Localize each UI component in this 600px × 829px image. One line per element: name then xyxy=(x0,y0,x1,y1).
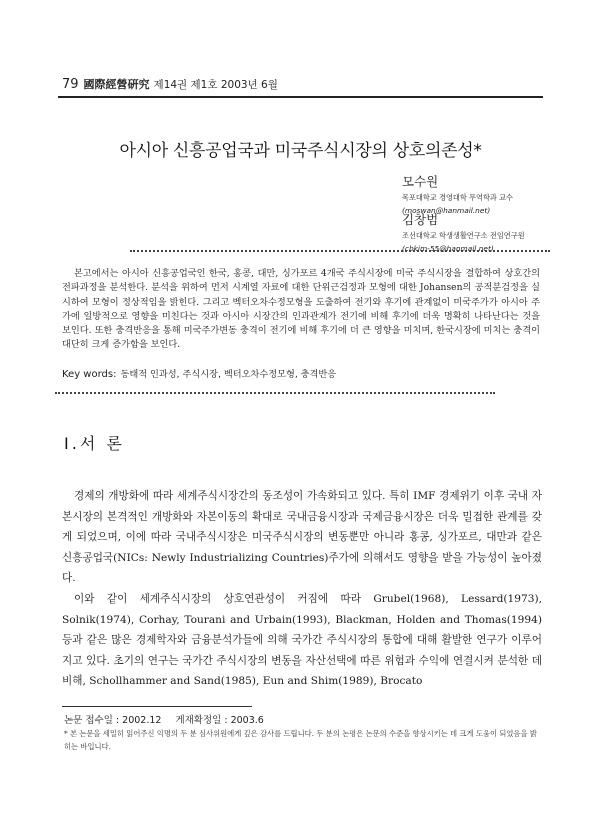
keywords-text: 동태적 인과성, 주식시장, 벡터오차수정모형, 충격반응 xyxy=(120,369,337,380)
received-date: 논문 접수일 : 2002.12 xyxy=(64,715,162,726)
footnote-acknowledgment: * 본 논문을 세밀히 읽어주신 익명의 두 분 심사위원에게 깊은 감사를 드립니다. 두 분의 논평은 논문의 수준을 향상시키는 데 크게 도움이 되었음을 밝히는 바입니다. xyxy=(64,729,537,751)
paper-title: 아시아 신흥공업국과 미국주식시장의 상호의존성* xyxy=(119,141,482,161)
header-rule xyxy=(58,96,543,98)
author-affiliation: 목포대학교 경영대학 무역학과 교수 xyxy=(402,193,514,202)
abstract-text: 본고에서는 아시아 신흥공업국인 한국, 홍콩, 대만, 싱가포르 4개국 주식시장에 미국 주식시장을 결합하여 상호간의 전파과정을 분석한다. 분석을 위하여 먼저 시계열 자료에 대한 단위근검정과 모형에 대한 Johansen의 공적분검정을 실시하여 모형이 정상적임을 밝힌다. 그리고 벡터오차수정모형을 도출하여 전기와 후기에 관계없이 미국주가가 아시아 주가에 일방적으로 영향을 미친다는 것과 아시아 시장간의 인과관계가 전기에 비해 후기에 더욱 명확히 나타난다는 것을 보인다. 또한 충격반응을 통해 미국주가변동 충격이 전기에 비해 후기에 더 큰 영향을 미치며, 한국시장에 미치는 충격이 대단히 크게 증가함을 보인다. xyxy=(62,268,540,351)
body-paragraph: 이와 같이 세계주식시장의 상호연관성이 커짐에 따라 Grubel(1968), Lessard(1973), Solnik(1974), Corhay, Tourani and Urbain(1993), Blackman, Holden and Thomas(1994) 등과 같은 많은 경제학자와 금융분석가들에 의해 국가간 주식시장의 통합에 대해 활발한 연구가 이루어지고 있다. 초기의 연구는 국가간 주식시장의 변동을 자산선택에 따른 위험과 수익에 연결시켜 분석한 데 비해, Schollhammer and Sand(1985), Eun and Shim(1989), Brocato xyxy=(62,592,542,688)
footnote-rule xyxy=(62,706,252,707)
journal-issue: 제14권 제1호 2003년 6월 xyxy=(153,79,278,91)
journal-name: 國際經營硏究 xyxy=(83,78,150,91)
author-name: 모수원 xyxy=(402,174,439,189)
section-heading xyxy=(64,431,125,454)
footnote-dates xyxy=(64,712,264,726)
body-paragraph: 경제의 개방화에 따라 세계주식시장간의 동조성이 가속화되고 있다. 특히 IMF 경제위기 이후 국내 자본시장의 본격적인 개방화와 자본이동의 확대로 국내금융시장과 국제금융시장은 더욱 밀접한 관계를 갖게 되었으며, 이에 따라 국내주식시장은 미국주식시장의 변동뿐만 아니라 홍콩, 싱가포르, 대만과 같은 신흥공업국(NICs: Newly Industrializing Countries)주가에 의해서도 영향을 받을 가능성이 높아졌다. xyxy=(62,490,542,585)
keywords xyxy=(62,366,540,380)
section-number: Ⅰ. xyxy=(64,434,80,453)
running-header xyxy=(62,76,278,92)
author-email: (cbkim-55@hanmail.net) xyxy=(402,244,494,253)
page-number: 79 xyxy=(62,77,79,92)
abstract xyxy=(62,267,540,353)
author-1 xyxy=(402,172,513,215)
section-title: 서 론 xyxy=(79,434,125,453)
abstract-divider-bottom xyxy=(55,392,495,394)
author-email: (moswan@hanmail.net) xyxy=(402,206,491,215)
keywords-label: Key words: xyxy=(62,369,117,380)
author-2 xyxy=(402,210,525,253)
abstract-divider-top xyxy=(130,250,550,252)
author-affiliation: 조선대학교 학생생활연구소 전임연구원 xyxy=(402,231,525,240)
author-name: 김창범 xyxy=(402,212,439,227)
accepted-date: 게재확정일 : 2003.6 xyxy=(175,715,264,726)
body-text xyxy=(62,486,542,692)
